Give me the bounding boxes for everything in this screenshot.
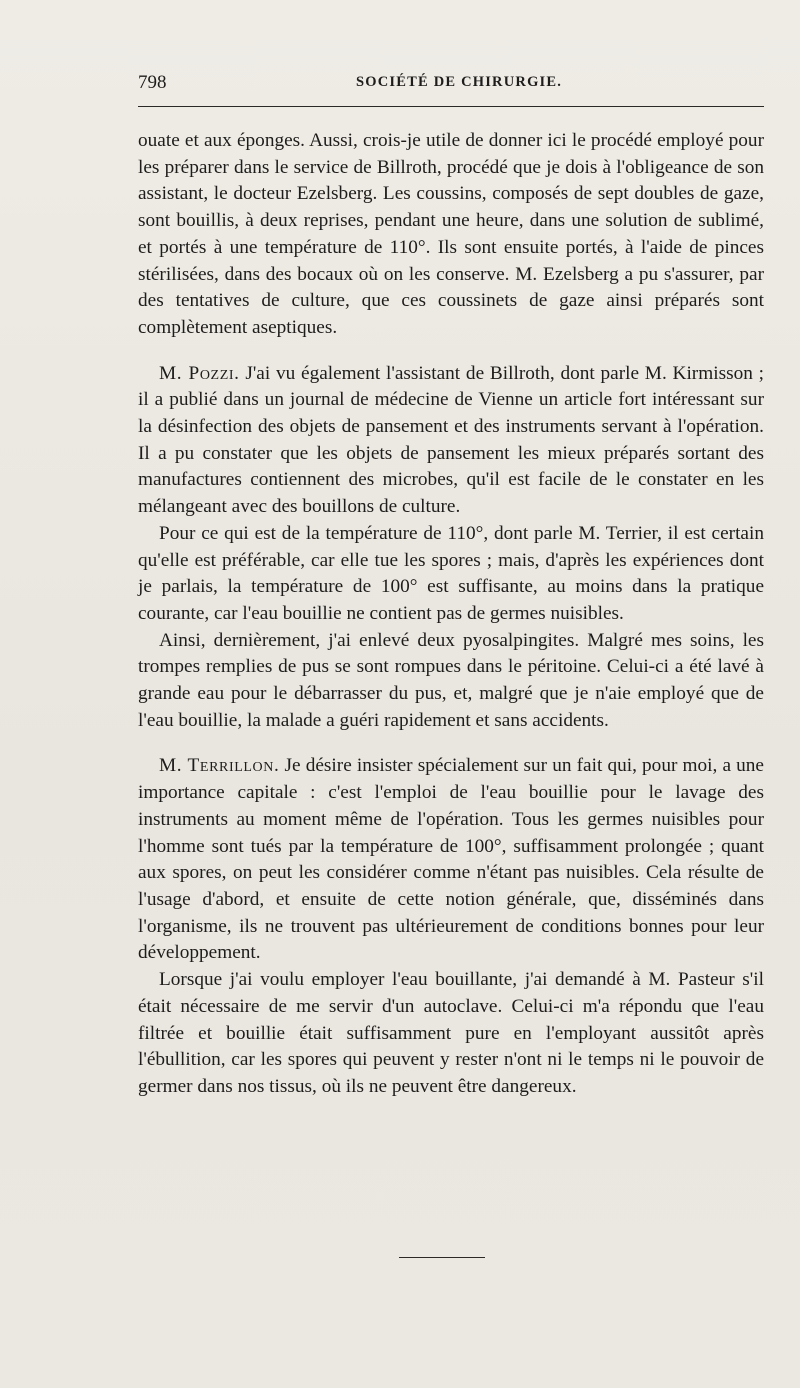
body-text	[138, 128, 764, 1101]
paragraph-continuation	[138, 128, 764, 342]
paragraph-text: ouate et aux éponges. Aussi, crois-je utile de donner ici le procédé employé pour les préparer dans le service de Billroth, procédé que je dois à l'obligeance de son assistant, le docteur Ezelsberg. Les coussins, composés de sept doubles de gaze, sont bouillis, à deux reprises, pendant une heure, dans une solution de sublimé, et portés à une température de 110°. Ils sont ensuite portés, à l'aide de pinces stérilisées, dans des bocaux où on les conserve. M. Ezelsberg a pu s'assurer, par des tentatives de culture, que ces coussinets de gaze ainsi préparés sont complètement aseptiques.	[138, 130, 764, 338]
paragraph-text: Ainsi, dernièrement, j'ai enlevé deux pyosalpingites. Malgré mes soins, les trompes remplies de pus se sont rompues dans le péritoine. Celui-ci a été lavé à grande eau pour le débarrasser du pus, et, malgré que je n'aie employé que de l'eau bouillie, la malade a guéri rapidement et sans accidents.	[138, 629, 764, 731]
speaker-name: M. Terrillon.	[159, 755, 280, 777]
speaker-name: M. Pozzi.	[159, 362, 240, 384]
paragraph-pyosalpingites	[138, 628, 764, 735]
end-rule	[399, 1257, 485, 1258]
paragraph-temperature	[138, 521, 764, 628]
running-head	[138, 72, 764, 102]
page-number: 798	[138, 72, 167, 93]
paragraph-text: J'ai vu également l'assistant de Billroth, dont parle M. Kirmisson ; il a publié dans un journal de médecine de Vienne un article fort intéressant sur la désinfection des objets de pansement et des instruments servant à l'opération. Il a pu constater que les objets de pansement les mieux préparés sortant des manufactures contiennent des microbes, qu'il est facile de le constater en les mélangeant avec des bouillons de culture.	[138, 362, 764, 518]
paragraph-pasteur	[138, 967, 764, 1101]
paragraph-pozzi	[138, 361, 764, 521]
paragraph-text: Lorsque j'ai voulu employer l'eau bouillante, j'ai demandé à M. Pasteur s'il était nécessaire de me servir d'un autoclave. Celui-ci m'a répondu que l'eau filtrée et bouillie était suffisamment pure en l'employant aussitôt après l'ébullition, car les spores qui peuvent y rester n'ont ni le temps ni le pouvoir de germer dans nos tissus, où ils ne peuvent être dangereux.	[138, 969, 764, 1097]
paragraph-terrillon	[138, 753, 764, 967]
paragraph-text: Je désire insister spécialement sur un fait qui, pour moi, a une importance capitale : c'est l'emploi de l'eau bouillie pour le lavage des instruments au moment même de l'opération. Tous les germes nuisibles pour l'homme sont tués par la température de 100°, suffisamment prolongée ; quant aux spores, on peut les considérer comme n'étant pas nuisibles. Cela résulte de l'usage d'abord, et ensuite de cette notion générale, que, disséminés dans l'organisme, ils ne trouvent pas ultérieurement de conditions bonnes pour leur développement.	[138, 755, 764, 964]
paragraph-text: Pour ce qui est de la température de 110°, dont parle M. Terrier, il est certain qu'elle est préférable, car elle tue les spores ; mais, d'après les expériences dont je parlais, la température de 100° est suffisante, au moins dans la pratique courante, car l'eau bouillie ne contient pas de germes nuisibles.	[138, 522, 764, 624]
header-rule	[138, 106, 764, 107]
running-title: SOCIÉTÉ DE CHIRURGIE.	[356, 74, 563, 90]
